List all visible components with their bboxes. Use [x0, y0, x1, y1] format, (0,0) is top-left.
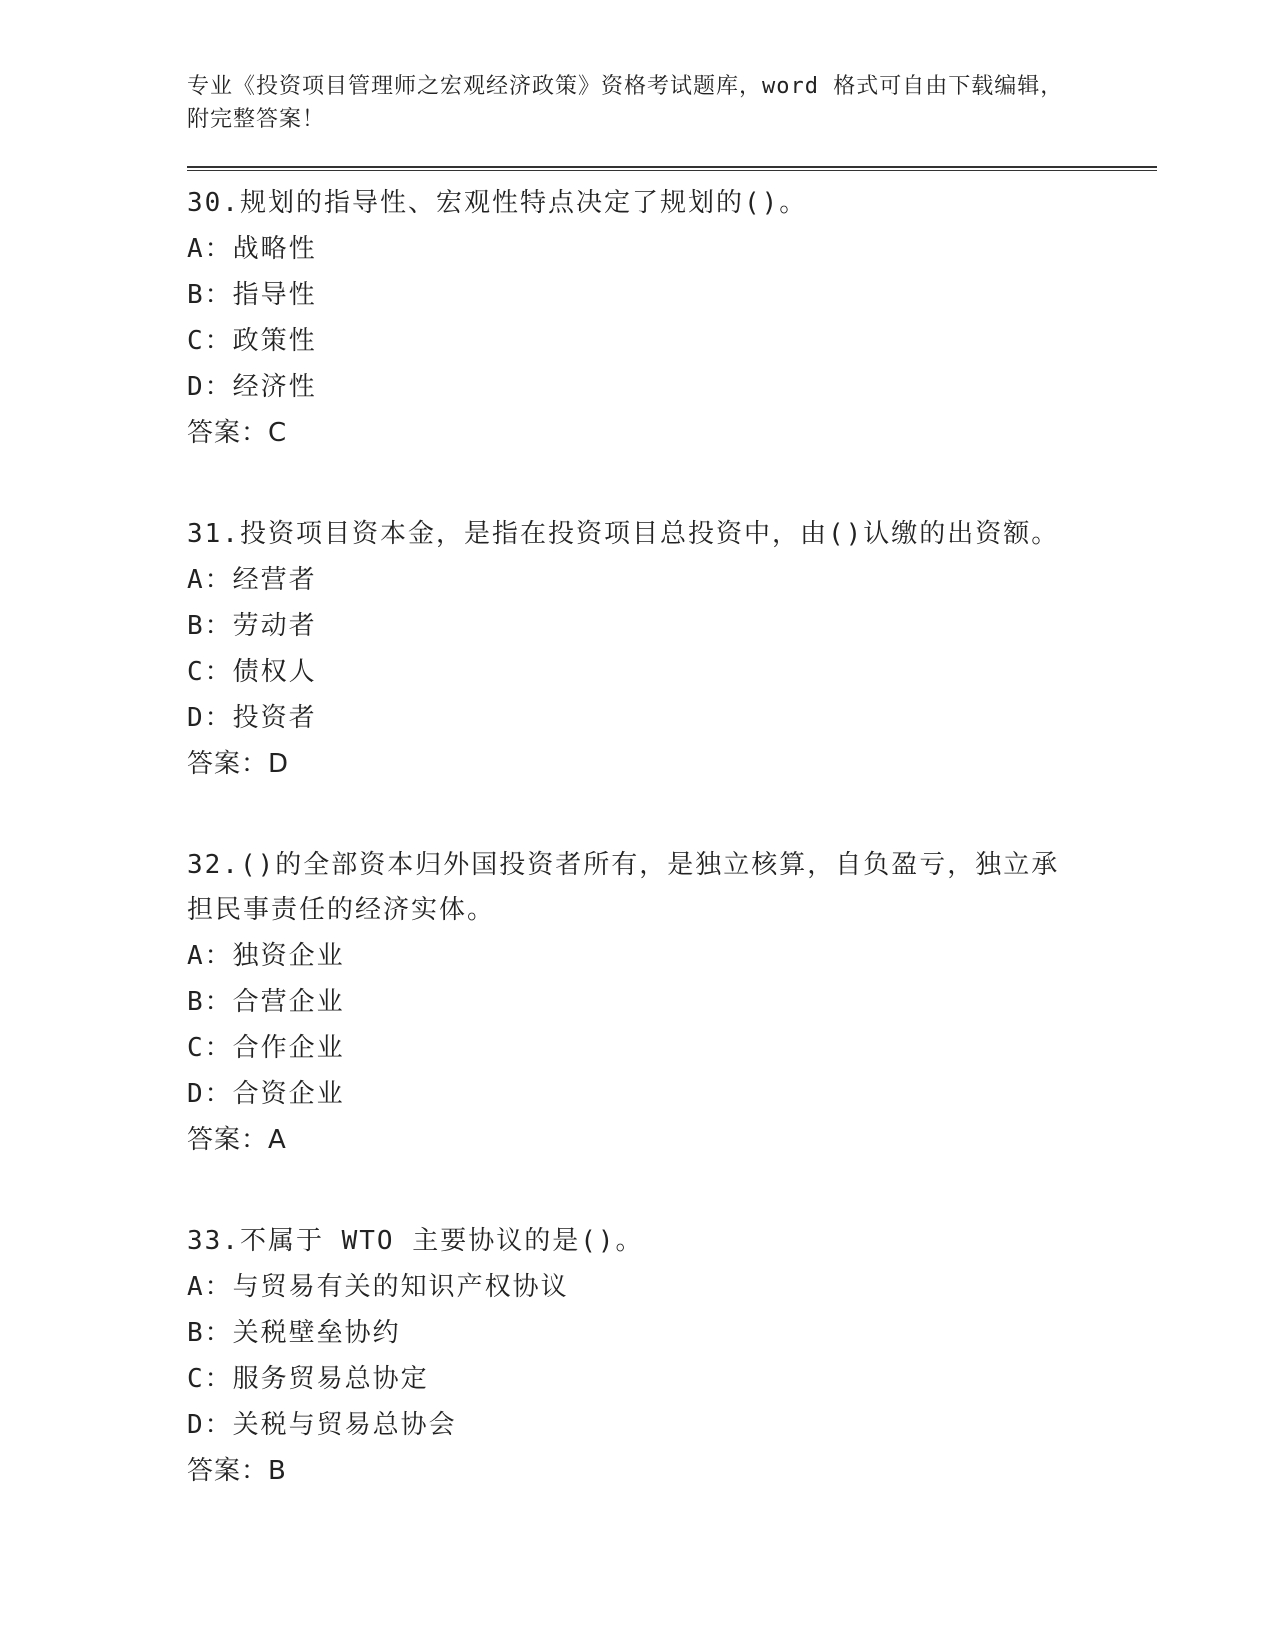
option-c: C：合作企业	[187, 1033, 345, 1063]
question-32	[187, 843, 1157, 1163]
option-a: A：独资企业	[187, 941, 345, 971]
question-stem: 30.规划的指导性、宏观性特点决定了规划的()。	[187, 188, 808, 218]
option-d: D：合资企业	[187, 1079, 345, 1109]
option-d: D：关税与贸易总协会	[187, 1410, 457, 1440]
option-d: D：经济性	[187, 372, 317, 402]
answer-text: 答案：A	[187, 1125, 287, 1155]
option-a: A：经营者	[187, 565, 317, 595]
option-a: A：战略性	[187, 234, 317, 264]
answer-text: 答案：B	[187, 1456, 287, 1486]
option-a: A：与贸易有关的知识产权协议	[187, 1272, 569, 1302]
question-30	[187, 181, 1157, 456]
option-b: B：合营企业	[187, 987, 345, 1017]
question-stem: 33.不属于 WTO 主要协议的是()。	[187, 1226, 644, 1256]
question-stem: 31.投资项目资本金，是指在投资项目总投资中，由()认缴的出资额。	[187, 519, 1060, 549]
option-c: C：政策性	[187, 326, 317, 356]
option-list	[187, 933, 1157, 1117]
option-list	[187, 226, 1157, 410]
answer-text: 答案：C	[187, 418, 288, 448]
option-b: B：关税壁垒协约	[187, 1318, 401, 1348]
option-d: D：投资者	[187, 703, 317, 733]
option-list	[187, 557, 1157, 741]
answer-text: 答案：D	[187, 749, 290, 779]
option-list	[187, 1264, 1157, 1448]
option-b: B：劳动者	[187, 611, 317, 641]
document-page	[187, 70, 1157, 1494]
question-33	[187, 1219, 1157, 1494]
header-divider	[187, 166, 1157, 171]
option-b: B：指导性	[187, 280, 317, 310]
header-text: 专业《投资项目管理师之宏观经济政策》资格考试题库，word 格式可自由下载编辑，附完整答案！	[187, 74, 1064, 132]
question-31	[187, 512, 1157, 787]
option-c: C：债权人	[187, 657, 317, 687]
option-c: C：服务贸易总协定	[187, 1364, 429, 1394]
question-stem: 32.()的全部资本归外国投资者所有，是独立核算，自负盈亏，独立承担民事责任的经济实体。	[187, 850, 1060, 925]
